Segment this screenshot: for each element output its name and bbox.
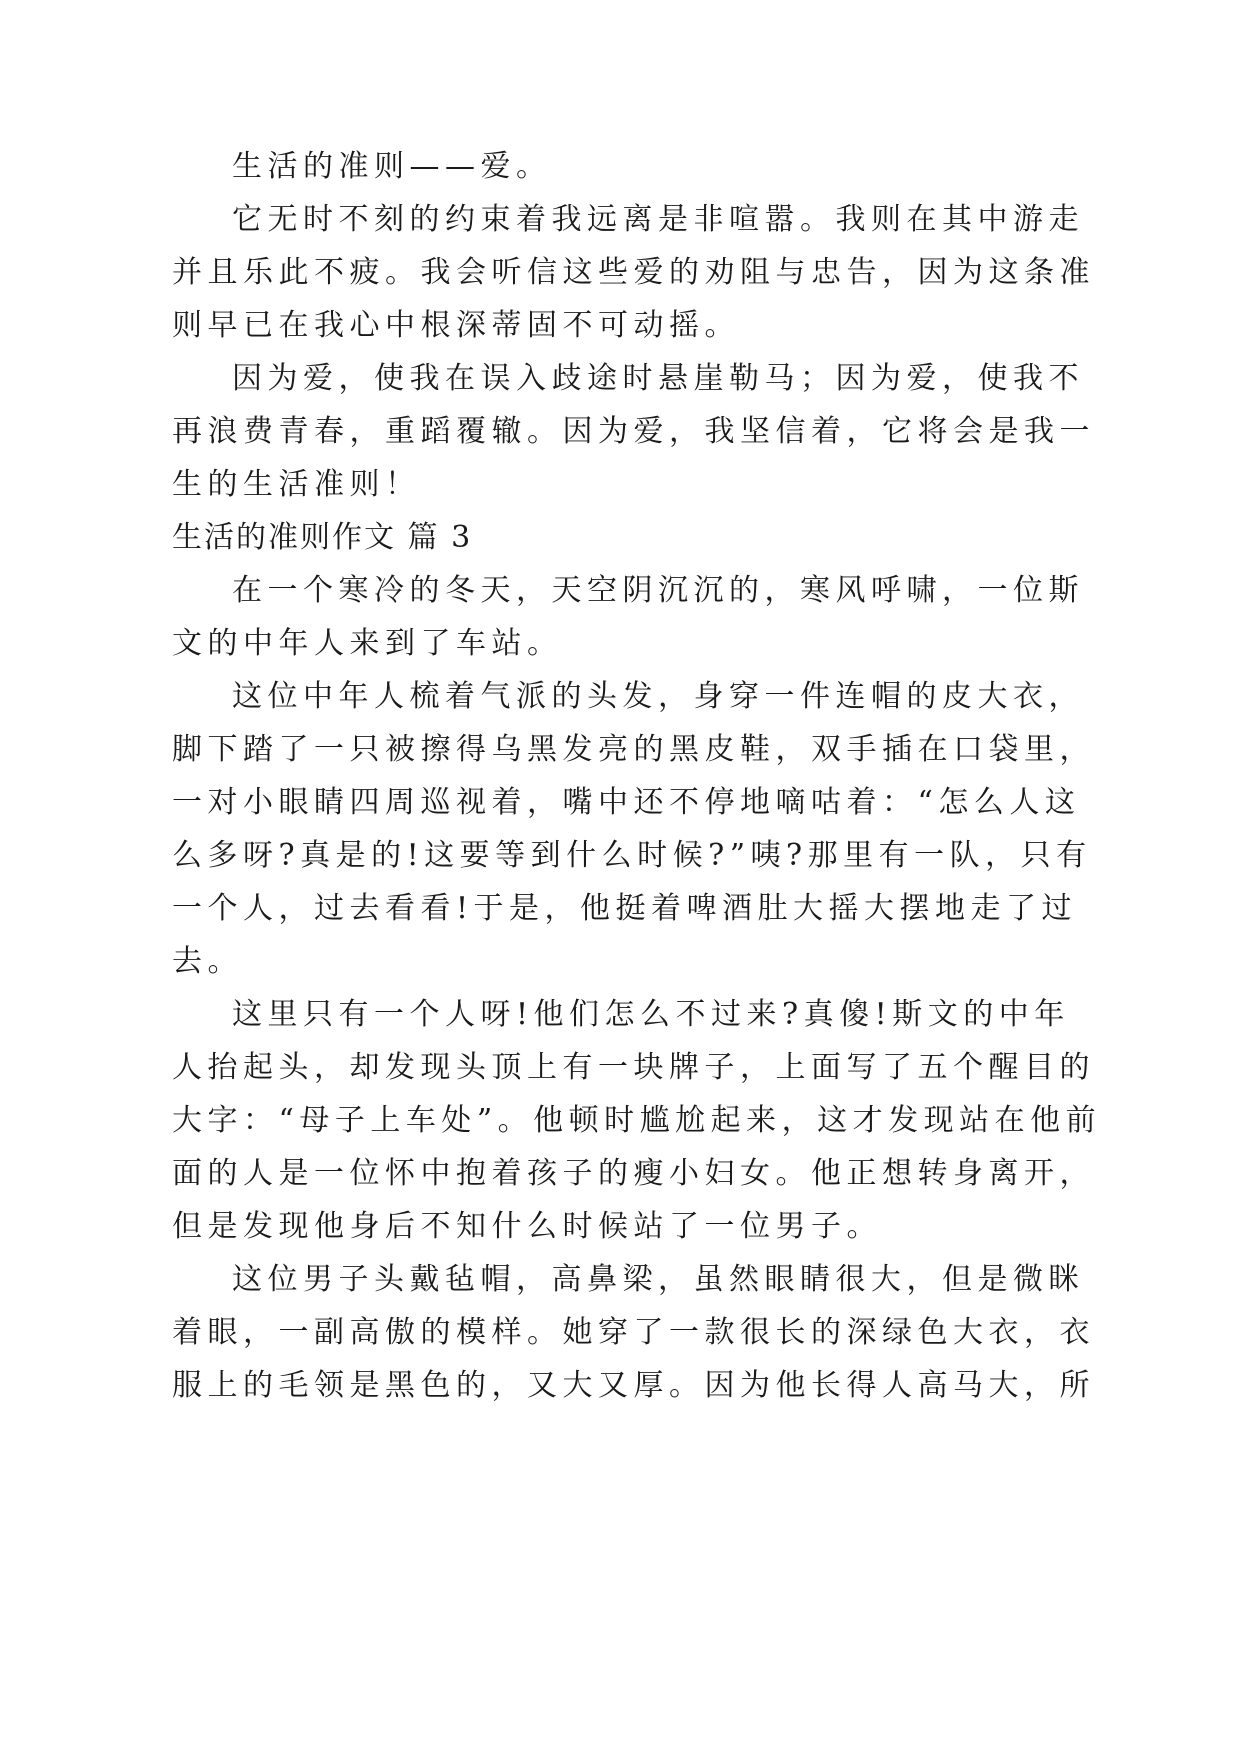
body-text-line: 它无时不刻的约束着我远离是非喧嚣。我则在其中游走 <box>232 202 1084 237</box>
body-text-line: 文的中年人来到了车站。 <box>172 626 563 661</box>
body-text-line: 脚下踏了一只被擦得乌黑发亮的黑皮鞋，双手插在口袋里， <box>172 732 1095 767</box>
body-text-line: 人抬起头，却发现头顶上有一块牌子，上面写了五个醒目的 <box>172 1050 1095 1085</box>
body-text-line: 生活的准则——爱。 <box>232 149 552 184</box>
body-text-line: 在一个寒冷的冬天，天空阴沉沉的，寒风呼啸，一位斯 <box>232 573 1084 608</box>
body-text-line: 着眼，一副高傲的模样。她穿了一款很长的深绿色大衣，衣 <box>172 1315 1095 1350</box>
body-text-line: 并且乐此不疲。我会听信这些爱的劝阻与忠告，因为这条准 <box>172 255 1095 290</box>
body-text-line: 则早已在我心中根深蒂固不可动摇。 <box>172 308 740 343</box>
body-text-line: 一个人，过去看看!于是，他挺着啤酒肚大摇大摆地走了过 <box>172 891 1078 926</box>
body-text-line: 但是发现他身后不知什么时候站了一位男子。 <box>172 1209 882 1244</box>
body-text-line: 这里只有一个人呀!他们怎么不过来?真傻!斯文的中年 <box>232 997 1070 1032</box>
body-text-line: 大字：“母子上车处”。他顿时尴尬起来，这才发现站在他前 <box>172 1103 1102 1138</box>
body-text-line: 这位男子头戴毡帽，高鼻梁，虽然眼睛很大，但是微眯 <box>232 1262 1084 1297</box>
body-text-line: 服上的毛领是黑色的，又大又厚。因为他长得人高马大，所 <box>172 1368 1095 1403</box>
body-text-line: 这位中年人梳着气派的头发，身穿一件连帽的皮大衣， <box>232 679 1084 714</box>
section-heading: 生活的准则作文 篇 3 <box>172 520 473 555</box>
body-text-line: 么多呀?真是的!这要等到什么时候?”咦?那里有一队，只有 <box>172 838 1092 873</box>
body-text-line: 一对小眼睛四周巡视着，嘴中还不停地嘀咕着：“怎么人这 <box>172 785 1081 820</box>
body-text-line: 再浪费青春，重蹈覆辙。因为爱，我坚信着，它将会是我一 <box>172 414 1095 449</box>
body-text-line: 因为爱，使我在误入歧途时悬崖勒马；因为爱，使我不 <box>232 361 1084 396</box>
body-text-line: 生的生活准则！ <box>172 467 421 502</box>
body-text-line: 去。 <box>172 944 243 979</box>
body-text-line: 面的人是一位怀中抱着孩子的瘦小妇女。他正想转身离开， <box>172 1156 1095 1191</box>
